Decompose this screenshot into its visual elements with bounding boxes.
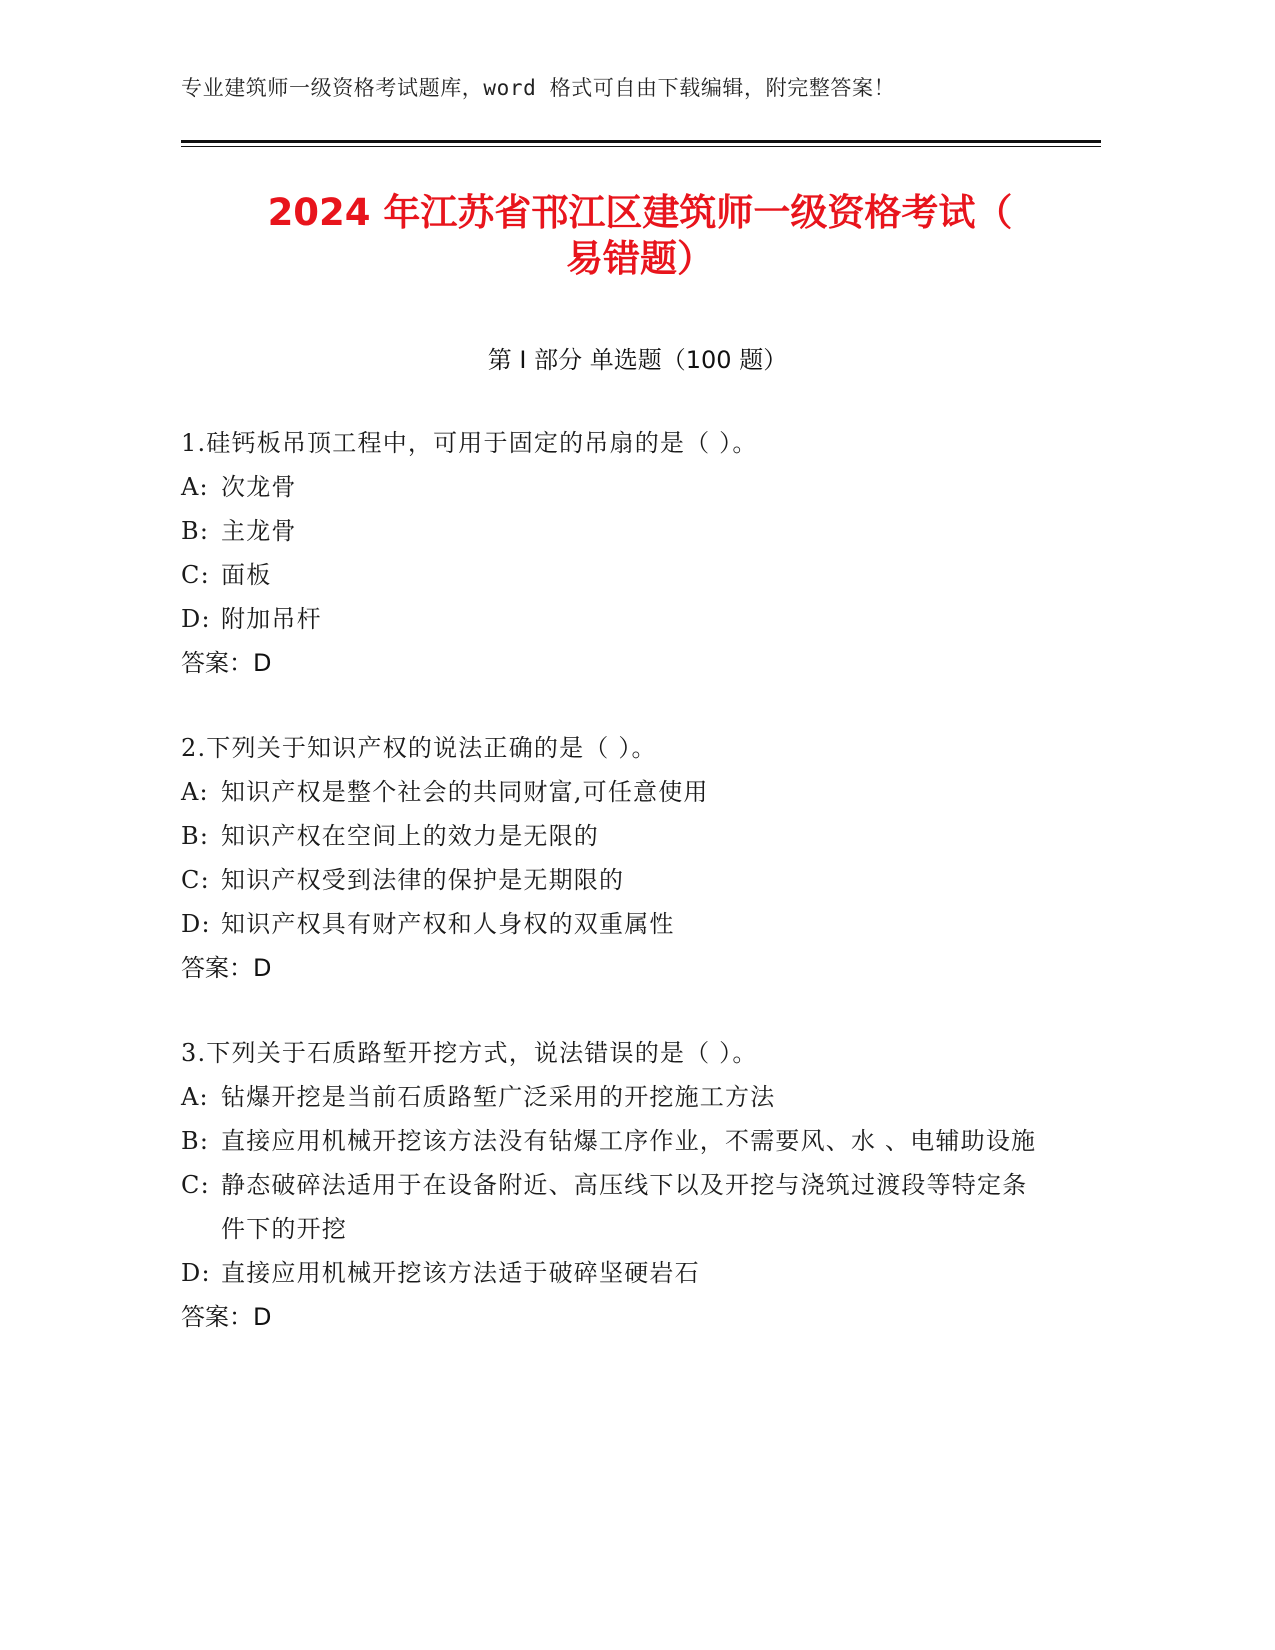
option-key: A: bbox=[181, 473, 209, 501]
header-rule-thin bbox=[181, 146, 1101, 147]
option-key: D: bbox=[181, 605, 211, 633]
option-c bbox=[181, 858, 1041, 902]
header-note: 专业建筑师一级资格考试题库，word 格式可自由下载编辑，附完整答案！ bbox=[181, 76, 896, 100]
option-text: 知识产权是整个社会的共同财富,可任意使用 bbox=[221, 778, 709, 806]
option-d bbox=[181, 1251, 1041, 1295]
answer-line: 答案：D bbox=[181, 954, 272, 982]
question-2 bbox=[181, 726, 1041, 990]
option-text: 知识产权具有财产权和人身权的双重属性 bbox=[221, 910, 675, 938]
option-key: C: bbox=[181, 866, 210, 894]
option-d bbox=[181, 902, 1041, 946]
header-rule-thick bbox=[181, 140, 1101, 143]
question-stem: 2.下列关于知识产权的说法正确的是（ ）。 bbox=[181, 734, 657, 762]
option-text: 直接应用机械开挖该方法没有钻爆工序作业，不需要风、水 、电辅助设施 bbox=[221, 1127, 1037, 1155]
option-text: 次龙骨 bbox=[221, 473, 297, 501]
option-c bbox=[181, 553, 1041, 597]
option-key: B: bbox=[181, 1127, 210, 1155]
answer-line: 答案：D bbox=[181, 1303, 272, 1331]
option-key: A: bbox=[181, 778, 209, 806]
option-text: 静态破碎法适用于在设备附近、高压线下以及开挖与浇筑过渡段等特定条件下的开挖 bbox=[221, 1171, 1028, 1243]
option-text: 知识产权受到法律的保护是无期限的 bbox=[221, 866, 625, 894]
option-a bbox=[181, 770, 1041, 814]
option-key: B: bbox=[181, 517, 210, 545]
option-b bbox=[181, 509, 1041, 553]
option-text: 知识产权在空间上的效力是无限的 bbox=[221, 822, 599, 850]
option-text: 钻爆开挖是当前石质路堑广泛采用的开挖施工方法 bbox=[221, 1083, 776, 1111]
option-text: 附加吊杆 bbox=[221, 605, 322, 633]
option-a bbox=[181, 465, 1041, 509]
question-3 bbox=[181, 1031, 1041, 1339]
option-c bbox=[181, 1163, 1041, 1251]
option-text: 主龙骨 bbox=[221, 517, 297, 545]
option-text: 直接应用机械开挖该方法适于破碎坚硬岩石 bbox=[221, 1259, 700, 1287]
option-b bbox=[181, 1119, 1041, 1163]
question-stem: 1.硅钙板吊顶工程中，可用于固定的吊扇的是（ ）。 bbox=[181, 429, 758, 457]
title-line-1: 2024 年江苏省邗江区建筑师一级资格考试（ bbox=[267, 191, 1013, 234]
option-b bbox=[181, 814, 1041, 858]
option-text: 面板 bbox=[221, 561, 272, 589]
document-title bbox=[150, 190, 1130, 282]
option-key: B: bbox=[181, 822, 210, 850]
option-key: D: bbox=[181, 1259, 211, 1287]
question-stem: 3.下列关于石质路堑开挖方式，说法错误的是（ ）。 bbox=[181, 1039, 758, 1067]
title-line-2: 易错题） bbox=[566, 237, 714, 280]
option-d bbox=[181, 597, 1041, 641]
option-a bbox=[181, 1075, 1041, 1119]
answer-line: 答案：D bbox=[181, 649, 272, 677]
section-title: 第 I 部分 单选题（100 题） bbox=[487, 346, 788, 374]
option-key: A: bbox=[181, 1083, 209, 1111]
option-key: C: bbox=[181, 561, 210, 589]
option-key: D: bbox=[181, 910, 211, 938]
question-1 bbox=[181, 421, 1041, 685]
option-key: C: bbox=[181, 1171, 210, 1199]
